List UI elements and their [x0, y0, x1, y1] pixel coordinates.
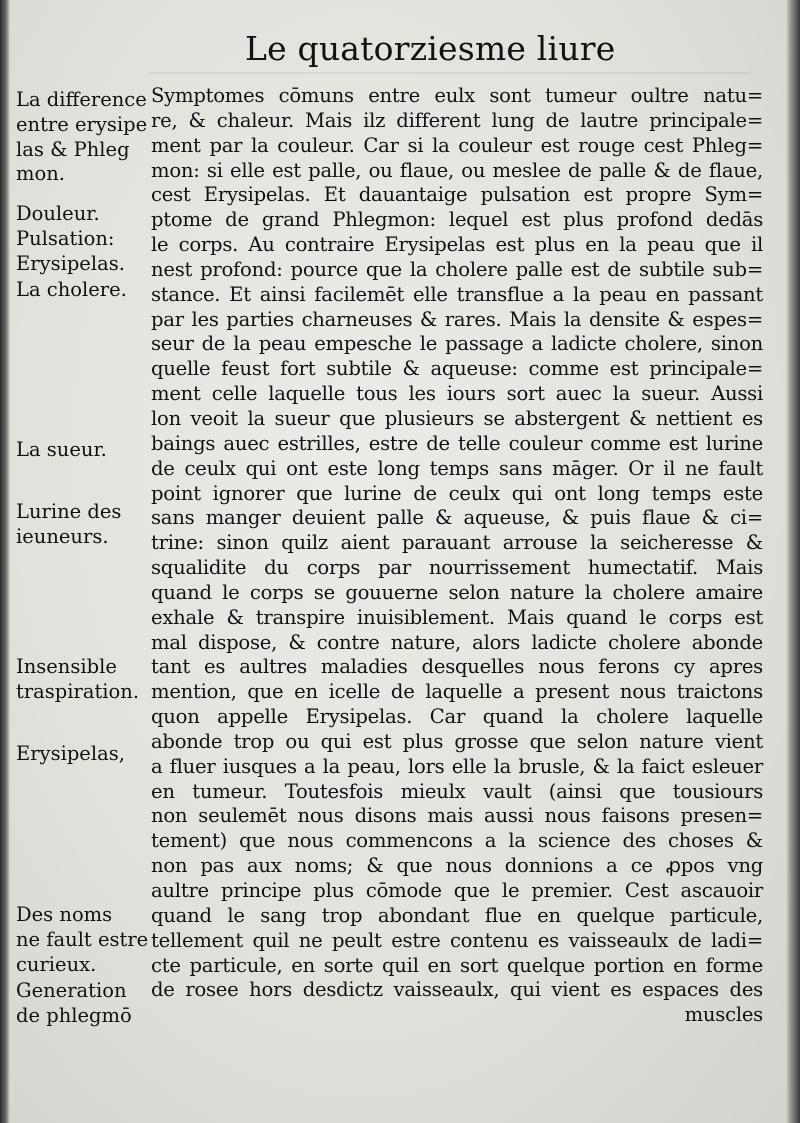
margin-note-line: Des noms — [16, 903, 113, 926]
text-line: baings auec estrilles, estre de telle couleur comme est lurine — [151, 431, 763, 455]
margin-note-line: mon. — [16, 162, 65, 186]
text-line: seur de la peau empesche le passage a ladicte cholere, sinon — [151, 332, 763, 356]
margin-note-line: Lurine des — [16, 500, 122, 523]
text-line: nest profond: pource que la cholere palle est de subtile sub= — [151, 257, 763, 281]
margin-note — [16, 903, 158, 977]
text-line: mon: si elle est palle, ou flaue, ou meslee de palle & de flaue, — [151, 158, 763, 182]
margin-note-line: La difference — [16, 88, 147, 111]
text-line: quelle feust fort subtile & aqueuse: comme est principale= — [151, 357, 763, 381]
margin-note — [16, 979, 158, 1029]
text-line: ment celle laquelle tous les iours sort auec la sueur. Aussi — [151, 382, 763, 406]
text-line: mention, que en icelle de laquelle a present nous traictons — [151, 680, 763, 704]
text-line: aultre principe plus cōmode que le premier. Cest ascauoir — [151, 879, 763, 902]
margin-note-line: Insensible — [16, 655, 117, 678]
text-line: trine: sinon quilz aient parauant arrouse la seicheresse & — [151, 531, 763, 555]
margin-note-line: de phlegmō — [16, 1003, 132, 1027]
margin-note — [16, 278, 158, 303]
main-text-block — [151, 84, 763, 1028]
text-line: sans manger deuient palle & aqueuse, & puis flaue & ci= — [151, 506, 763, 530]
text-line: squalidite du corps par nourrissement humectatif. Mais — [151, 556, 763, 580]
margin-note-line: Generation — [16, 979, 127, 1002]
text-line: exhale & transpire inuisiblement. Mais quand le corps est — [151, 605, 763, 629]
text-line: en tumeur. Toutesfois mieulx vault (ainsi que tousiours — [151, 779, 763, 803]
text-line: non pas aux noms; & que nous donnions a ce ꝓpos vng — [151, 854, 763, 878]
margin-note-line: curieux. — [16, 952, 97, 976]
margin-note — [16, 742, 158, 767]
text-line: a fluer iusques a la peau, lors elle la brusle, & la faict esleuer — [151, 754, 763, 778]
text-line: ptome de grand Phlegmon: lequel est plus profond dedās — [151, 208, 763, 232]
margin-note — [16, 202, 158, 227]
margin-note — [16, 655, 158, 705]
text-line: cest Erysipelas. Et dauantaige pulsation est propre Sym= — [151, 183, 763, 207]
margin-note-line: Pulsation: — [16, 227, 115, 250]
text-line: ment par la couleur. Car si la couleur est rouge cest Phleg= — [151, 133, 763, 157]
text-line: tant es aultres maladies desquelles nous ferons cy apres — [151, 655, 763, 679]
text-line: re, & chaleur. Mais ilz different lung de lautre principale= — [151, 108, 763, 132]
text-line: Symptomes cōmuns entre eulx sont tumeur oultre natu= — [151, 84, 763, 107]
text-line: abonde trop ou qui est plus grosse que selon nature vient — [151, 729, 763, 753]
text-line: mal dispose, & contre nature, alors ladicte cholere abonde — [151, 630, 763, 654]
text-line: cte particule, en sorte quil en sort quelque portion en forme — [151, 953, 763, 977]
text-line: de rosee hors desdictz vaisseaulx, qui vient es espaces des — [151, 978, 763, 1002]
margin-note — [16, 500, 158, 550]
margin-note-line: traspiration. — [16, 679, 140, 703]
text-line: le corps. Au contraire Erysipelas est plus en la peau que il — [151, 233, 763, 257]
page-edge-shadow — [786, 0, 800, 1123]
text-line: point ignorer que lurine de ceulx qui ont long temps este — [151, 481, 763, 505]
text-line: muscles — [684, 1003, 763, 1027]
margin-note-line: Erysipelas, — [16, 742, 125, 765]
text-line: tement) que nous commencons a la science des choses & — [151, 829, 763, 853]
margin-note-line: ne fault estre — [16, 927, 149, 951]
text-line: par les parties charneuses & rares. Mais la densite & espes= — [151, 307, 763, 331]
text-line: quand le corps se gouuerne selon nature la cholere amaire — [151, 580, 763, 604]
margin-note-line: La cholere. — [16, 278, 127, 301]
margin-note-line: las & Phleg — [16, 137, 130, 161]
text-line: tellement quil ne peult estre contenu es vaisseaulx de ladi= — [151, 928, 763, 952]
margin-note — [16, 88, 158, 187]
text-line: quand le sang trop abondant flue en quelque particule, — [151, 903, 763, 927]
margin-note — [16, 227, 158, 252]
text-line: non seulemēt nous disons mais aussi nous faisons presen= — [151, 804, 763, 828]
text-line: de ceulx qui ont este long temps sans māger. Or il ne fault — [151, 456, 763, 480]
running-title: Le quatorziesme liure — [245, 29, 616, 68]
margin-note — [16, 438, 158, 463]
margin-note-line: La sueur. — [16, 438, 107, 461]
text-line: quon appelle Erysipelas. Car quand la cholere laquelle — [151, 705, 763, 729]
margin-note-line: Douleur. — [16, 202, 100, 225]
text-line: lon veoit la sueur que plusieurs se abstergent & nettient es — [151, 406, 763, 430]
margin-note-line: ieuneurs. — [16, 524, 109, 548]
binding-gutter — [0, 0, 10, 1123]
margin-note — [16, 252, 158, 277]
margin-note-line: entre erysipe — [16, 112, 148, 136]
text-line: stance. Et ainsi facilemēt elle transflue a la peau en passant — [151, 282, 763, 306]
margin-note-line: Erysipelas. — [16, 252, 125, 275]
